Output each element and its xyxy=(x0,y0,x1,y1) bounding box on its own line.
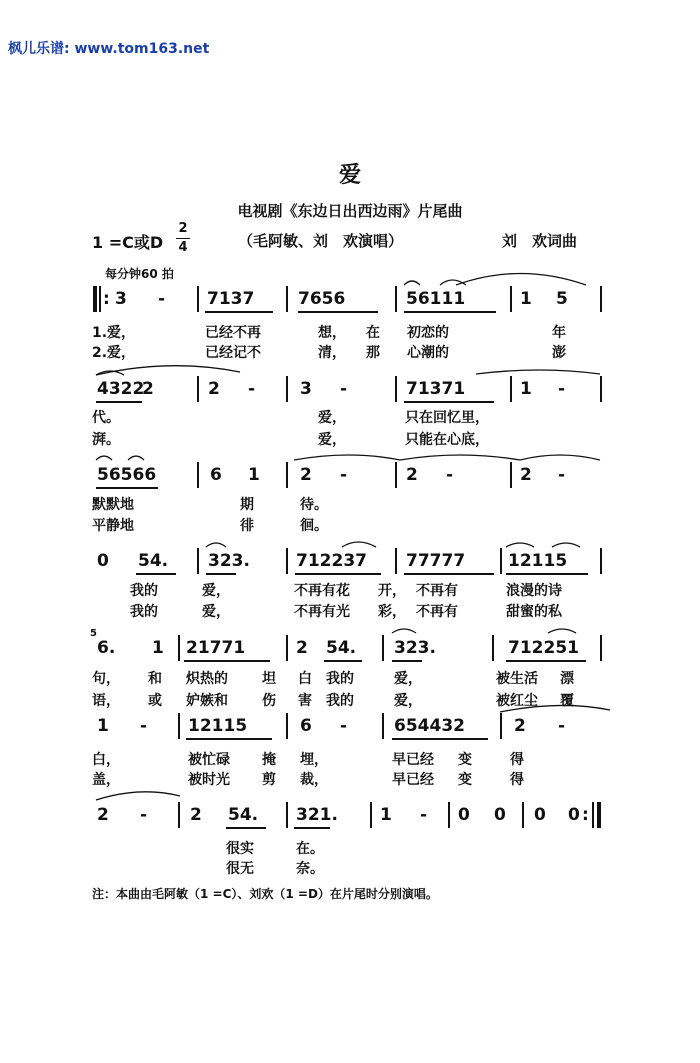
beam xyxy=(136,573,176,575)
barline xyxy=(99,286,101,312)
barline xyxy=(286,286,288,312)
note-group: 0 xyxy=(97,551,109,571)
note-group: - xyxy=(248,379,256,399)
lyric: 徘 xyxy=(240,518,254,534)
time-signature-bottom: 4 xyxy=(178,240,188,255)
barline xyxy=(492,635,494,661)
note-group: 4322 xyxy=(97,379,145,399)
note-group: - xyxy=(420,805,428,825)
beam xyxy=(205,311,273,313)
lyric: 不再有 xyxy=(416,604,458,620)
barline xyxy=(197,548,199,574)
barline xyxy=(600,635,602,661)
note-group: 2 xyxy=(296,638,308,658)
lyric: 在。 xyxy=(296,841,324,857)
lyric: 语， xyxy=(92,693,120,709)
lyric: 爱， xyxy=(394,671,422,687)
lyric: 白 xyxy=(298,671,312,687)
time-signature xyxy=(176,222,190,255)
note-group: 2 xyxy=(300,465,312,485)
beam xyxy=(96,487,158,489)
note-group: 1 xyxy=(380,805,392,825)
note-group: 54. xyxy=(228,805,259,825)
beam xyxy=(506,573,588,575)
lyric: 开， xyxy=(378,583,406,599)
lyric: 盖， xyxy=(92,772,120,788)
barline xyxy=(286,802,288,828)
lyric: 剪 xyxy=(262,772,276,788)
lyric: 期 xyxy=(240,497,254,513)
note-group: 12115 xyxy=(188,716,248,736)
lyric: 在 xyxy=(366,325,380,341)
lyric: 被忙碌 xyxy=(188,752,230,768)
lyric: 句， xyxy=(92,671,120,687)
beam xyxy=(184,660,270,662)
note-group: 2 xyxy=(208,379,220,399)
lyric: 害 xyxy=(298,693,312,709)
lyric: 我的 xyxy=(130,604,158,620)
beam xyxy=(206,573,236,575)
note-group: - xyxy=(558,716,566,736)
lyric: 我的 xyxy=(130,583,158,599)
beam xyxy=(298,311,378,313)
note-group: 54. xyxy=(138,551,169,571)
barline xyxy=(197,286,199,312)
lyric: 得 xyxy=(510,752,524,768)
performers: （毛阿敏、刘 欢演唱） xyxy=(238,232,404,250)
beam xyxy=(294,827,330,829)
note-group: 712237 xyxy=(296,551,367,571)
lyric: 不再有光 xyxy=(294,604,350,620)
beam xyxy=(324,660,362,662)
lyric: 被红尘 xyxy=(496,693,538,709)
lyric: 已经不再 xyxy=(205,325,261,341)
tempo-marking: 每分钟60 拍 xyxy=(105,267,174,281)
note-group: - xyxy=(340,379,348,399)
lyric: 湃。 xyxy=(92,432,120,448)
note-group: 654432 xyxy=(394,716,465,736)
lyric: 那 xyxy=(366,345,380,361)
note-group: 1 xyxy=(520,289,532,309)
footnote: 注：本曲由毛阿敏（1 =C）、刘欢（1 =D）在片尾时分别演唱。 xyxy=(92,887,438,901)
time-signature-top: 2 xyxy=(178,221,188,236)
barline xyxy=(382,713,384,739)
lyric: 伤 xyxy=(262,693,276,709)
note-group: 6. xyxy=(97,638,116,658)
barline xyxy=(600,286,602,312)
time-signature-bar xyxy=(176,238,190,239)
barline xyxy=(600,376,602,402)
repeat-dots: : xyxy=(582,805,589,825)
note-group: 712251 xyxy=(508,638,579,658)
lyric: 得 xyxy=(510,772,524,788)
lyric: 代。 xyxy=(92,410,120,426)
barline xyxy=(178,713,180,739)
lyric: 待。 xyxy=(300,497,328,513)
lyric: 不再有花 xyxy=(294,583,350,599)
lyric: 我的 xyxy=(326,693,354,709)
note-group: 77777 xyxy=(406,551,466,571)
lyric: 想， xyxy=(318,325,346,341)
beam xyxy=(226,827,266,829)
barline xyxy=(395,548,397,574)
note-group: 0 xyxy=(534,805,546,825)
lyric: 早已经 xyxy=(392,752,434,768)
note-group: 6 xyxy=(300,716,312,736)
lyric: 心潮的 xyxy=(407,345,449,361)
note-group: 7137 xyxy=(207,289,255,309)
lyric: 埋， xyxy=(300,752,328,768)
barline xyxy=(395,376,397,402)
site-label: 枫儿乐谱: xyxy=(8,41,70,57)
beam xyxy=(404,311,496,313)
note-group: 2 xyxy=(97,805,109,825)
note-group: 323. xyxy=(208,551,250,571)
note-group: 3 xyxy=(115,289,127,309)
barline xyxy=(370,802,372,828)
key-signature: 1 =C或D xyxy=(92,233,164,252)
site-url: www.tom163.net xyxy=(74,41,210,57)
lyric: 被生活 xyxy=(496,671,538,687)
lyric: 甜蜜的私 xyxy=(506,604,562,620)
lyric: 变 xyxy=(458,772,472,788)
note-group: - xyxy=(158,289,166,309)
lyric: 初恋的 xyxy=(407,325,449,341)
repeat-dots: : xyxy=(103,289,110,309)
barline xyxy=(395,286,397,312)
lyric: 变 xyxy=(458,752,472,768)
note-group: 56566 xyxy=(97,465,157,485)
lyric: 不再有 xyxy=(416,583,458,599)
lyric: 爱， xyxy=(394,693,422,709)
barline xyxy=(500,548,502,574)
note-group: 1 xyxy=(520,379,532,399)
lyric: 已经记不 xyxy=(205,345,261,361)
lyric: 我的 xyxy=(326,671,354,687)
barline xyxy=(500,713,502,739)
song-subtitle: 电视剧《东边日出西边雨》片尾曲 xyxy=(237,202,463,220)
barline xyxy=(286,376,288,402)
site-watermark xyxy=(8,38,209,58)
beam xyxy=(392,660,422,662)
barline xyxy=(178,802,180,828)
lyric: 2.爱， xyxy=(92,345,136,361)
note-group: 323. xyxy=(394,638,436,658)
note-group: 2 xyxy=(142,379,154,399)
beam xyxy=(506,660,586,662)
lyric: 年 xyxy=(552,325,566,341)
note-group: 54. xyxy=(326,638,357,658)
note-group: 0 xyxy=(494,805,506,825)
barline xyxy=(510,376,512,402)
lyric: 澎 xyxy=(552,345,566,361)
note-group: - xyxy=(140,716,148,736)
barline xyxy=(448,802,450,828)
lyric: 掩 xyxy=(262,752,276,768)
song-title: 爱 xyxy=(338,163,361,188)
beam xyxy=(392,738,488,740)
lyric: 坦 xyxy=(262,671,276,687)
note-group: 12115 xyxy=(508,551,568,571)
lyric: 清， xyxy=(318,345,346,361)
lyric: 或 xyxy=(148,693,162,709)
lyric: 和 xyxy=(148,671,162,687)
lyric: 漂 xyxy=(560,671,574,687)
lyric: 很实 xyxy=(226,841,254,857)
lyric: 覆 xyxy=(560,693,574,709)
barline xyxy=(197,376,199,402)
lyric: 很无 xyxy=(226,861,254,877)
note-group: 2 xyxy=(406,465,418,485)
note-group: 0 xyxy=(568,805,580,825)
repeat-end-barline xyxy=(597,802,601,828)
note-group: - xyxy=(340,465,348,485)
note-group: 5 xyxy=(556,289,568,309)
beam xyxy=(404,573,494,575)
lyric: 裁， xyxy=(300,772,328,788)
lyric: 奈。 xyxy=(296,861,324,877)
lyric: 浪漫的诗 xyxy=(506,583,562,599)
lyric: 彩， xyxy=(378,604,406,620)
lyric: 平静地 xyxy=(92,518,134,534)
lyric: 1.爱， xyxy=(92,325,136,341)
note-group: 71371 xyxy=(406,379,466,399)
note-group: 0 xyxy=(458,805,470,825)
barline xyxy=(510,286,512,312)
lyric: 爱， xyxy=(318,432,346,448)
barline xyxy=(286,713,288,739)
beam xyxy=(186,738,272,740)
barline xyxy=(286,462,288,488)
barline xyxy=(286,635,288,661)
barline xyxy=(197,462,199,488)
lyric: 白， xyxy=(92,752,120,768)
lyric: 炽热的 xyxy=(186,671,228,687)
note-group: 321. xyxy=(296,805,338,825)
barline xyxy=(510,462,512,488)
lyric: 徊。 xyxy=(300,518,328,534)
lyric: 妒嫉和 xyxy=(186,693,228,709)
note-group: 6 xyxy=(210,465,222,485)
barline xyxy=(286,548,288,574)
note-group: 2 xyxy=(520,465,532,485)
lyric: 爱， xyxy=(318,410,346,426)
note-group: - xyxy=(340,716,348,736)
barline xyxy=(395,462,397,488)
note-group: 56111 xyxy=(406,289,466,309)
note-group: 2 xyxy=(190,805,202,825)
lyric: 只能在心底， xyxy=(405,432,489,448)
note-group: - xyxy=(140,805,148,825)
barline xyxy=(592,802,594,828)
barline xyxy=(600,548,602,574)
lyric: 爱， xyxy=(202,583,230,599)
lyricist: 刘 欢词曲 xyxy=(502,232,578,250)
lyric: 被时光 xyxy=(188,772,230,788)
beam xyxy=(404,401,494,403)
beam xyxy=(295,573,381,575)
note-group: 1 xyxy=(97,716,109,736)
note-group: 7656 xyxy=(298,289,346,309)
repeat-start-barline xyxy=(93,286,97,312)
lyric: 早已经 xyxy=(392,772,434,788)
note-group: - xyxy=(558,465,566,485)
note-group: 21771 xyxy=(186,638,246,658)
note-group: - xyxy=(558,379,566,399)
barline xyxy=(522,802,524,828)
note-group: - xyxy=(446,465,454,485)
lyric: 默默地 xyxy=(92,497,134,513)
note-group: 3 xyxy=(300,379,312,399)
lyric: 只在回忆里， xyxy=(405,410,489,426)
beam xyxy=(96,401,142,403)
note-group: 2 xyxy=(514,716,526,736)
barline xyxy=(178,635,180,661)
note-group: 1 xyxy=(152,638,164,658)
barline xyxy=(382,635,384,661)
note-group: 1 xyxy=(248,465,260,485)
measure-number: 5 xyxy=(90,628,97,639)
lyric: 爱， xyxy=(202,604,230,620)
